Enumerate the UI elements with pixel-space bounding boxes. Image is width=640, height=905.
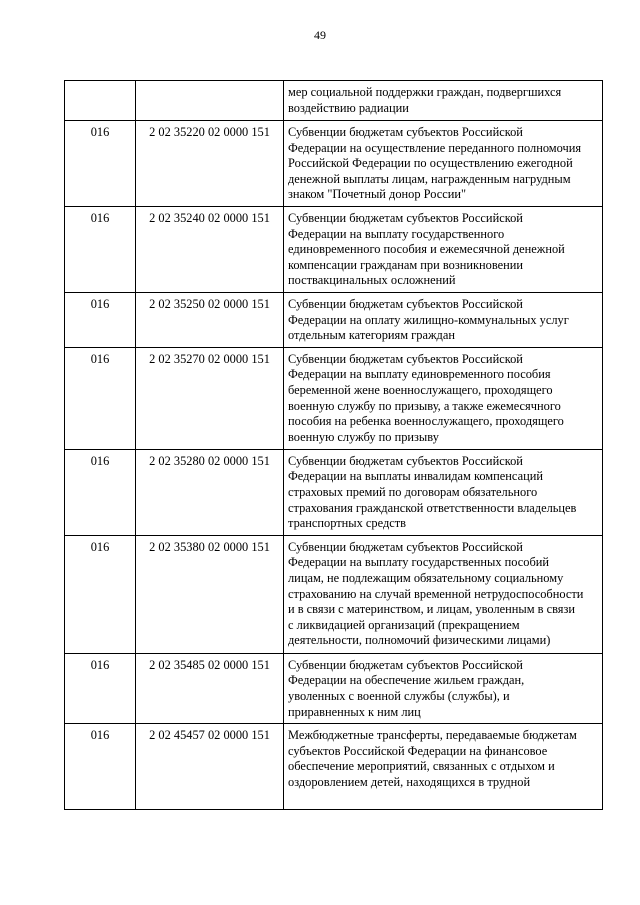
budget-code-cell — [136, 81, 284, 121]
revenue-name-line: военную службу по призыву, а также ежемесячного — [288, 398, 561, 413]
revenue-name-line: Федерации на оплату жилищно-коммунальных услуг — [288, 312, 569, 327]
revenue-name-cell — [284, 653, 603, 723]
revenue-name-line: Федерации на выплаты инвалидам компенсаций — [288, 469, 543, 484]
revenue-name-line: Федерации на выплату государственных пособий — [288, 555, 550, 570]
revenue-name-line: страхованию на случай временной нетрудоспособности — [288, 586, 584, 601]
admin-code-cell: 016 — [65, 535, 136, 653]
budget-code-cell: 2 02 35485 02 0000 151 — [136, 653, 284, 723]
revenue-name-line: компенсации гражданам при возникновении — [288, 257, 523, 272]
admin-code-cell: 016 — [65, 121, 136, 207]
revenue-name-line: пособия на ребенка военнослужащего, проходящего — [288, 414, 564, 429]
revenue-name-line: Субвенции бюджетам субъектов Российской — [288, 351, 523, 366]
admin-code-cell: 016 — [65, 347, 136, 449]
revenue-name-line: денежной выплаты лицам, награжденным нагрудным — [288, 171, 571, 186]
table-row — [65, 724, 603, 810]
revenue-name-line: Федерации на обеспечение жильем граждан, — [288, 673, 525, 688]
revenue-name-line: Субвенции бюджетам субъектов Российской — [288, 657, 523, 672]
budget-code-cell: 2 02 35280 02 0000 151 — [136, 449, 284, 535]
budget-classification-table — [64, 80, 603, 810]
admin-code-cell — [65, 81, 136, 121]
revenue-name-line: Федерации на выплату единовременного пособия — [288, 367, 551, 382]
revenue-name-line: субъектов Российской Федерации на финансовое — [288, 743, 548, 758]
revenue-name-line: Федерации на осуществление переданного полномочия — [288, 140, 582, 155]
revenue-name-line: беременной жене военнослужащего, проходящего — [288, 382, 553, 397]
budget-code-cell: 2 02 35250 02 0000 151 — [136, 293, 284, 348]
budget-code-cell: 2 02 35270 02 0000 151 — [136, 347, 284, 449]
page-number: 49 — [314, 28, 326, 42]
revenue-name-line: Субвенции бюджетам субъектов Российской — [288, 125, 523, 139]
table-row — [65, 81, 603, 121]
revenue-name-line: деятельности, полномочий физическими лицами) — [288, 633, 551, 648]
revenue-name-line: обеспечение мероприятий, связанных с отдыхом и — [288, 759, 555, 774]
table-row — [65, 293, 603, 348]
table-row — [65, 535, 603, 653]
revenue-name-line: приравненных к ним лиц — [288, 704, 421, 719]
revenue-name-line: отдельным категориям граждан — [288, 328, 455, 343]
revenue-name-line: единовременного пособия и ежемесячной денежной — [288, 242, 565, 257]
revenue-name-line: уволенных с военной службы (службы), и — [288, 688, 510, 703]
admin-code-cell: 016 — [65, 449, 136, 535]
revenue-name-cell — [284, 449, 603, 535]
revenue-name-cell — [284, 347, 603, 449]
revenue-name-cell — [284, 81, 603, 121]
admin-code-cell: 016 — [65, 207, 136, 293]
revenue-name-line: лицам, не подлежащим обязательному социальному — [288, 570, 564, 585]
revenue-name-line: с ликвидацией организаций (прекращением — [288, 617, 520, 632]
table-row — [65, 653, 603, 723]
revenue-name-line: Субвенции бюджетам субъектов Российской — [288, 297, 523, 311]
table-row — [65, 449, 603, 535]
revenue-name-line: поствакцинальных осложнений — [288, 273, 456, 288]
admin-code-cell: 016 — [65, 293, 136, 348]
revenue-name-line: Субвенции бюджетам субъектов Российской — [288, 453, 523, 468]
revenue-name-line: мер социальной поддержки граждан, подвергшихся — [288, 85, 562, 99]
budget-code-cell: 2 02 45457 02 0000 151 — [136, 724, 284, 810]
revenue-name-cell — [284, 535, 603, 653]
revenue-name-line: военную службу по призыву — [288, 429, 439, 444]
budget-code-cell: 2 02 35380 02 0000 151 — [136, 535, 284, 653]
revenue-name-line: страхования гражданской ответственности владельцев — [288, 500, 577, 515]
revenue-name-line: Межбюджетные трансферты, передаваемые бюджетам — [288, 728, 577, 743]
revenue-name-cell — [284, 207, 603, 293]
budget-code-cell: 2 02 35240 02 0000 151 — [136, 207, 284, 293]
revenue-name-line: Субвенции бюджетам субъектов Российской — [288, 211, 523, 225]
revenue-name-cell — [284, 121, 603, 207]
revenue-name-line: и в связи с материнством, и лицам, уволенным в связи — [288, 602, 576, 617]
table-row — [65, 121, 603, 207]
revenue-name-line: транспортных средств — [288, 516, 407, 531]
table-row — [65, 207, 603, 293]
revenue-name-cell — [284, 724, 603, 810]
revenue-name-line: Федерации на выплату государственного — [288, 226, 505, 241]
revenue-name-line: страховых премий по договорам обязательного — [288, 484, 538, 499]
revenue-name-line: оздоровлением детей, находящихся в трудной — [288, 774, 531, 789]
revenue-name-cell — [284, 293, 603, 348]
admin-code-cell: 016 — [65, 724, 136, 810]
revenue-name-line: Субвенции бюджетам субъектов Российской — [288, 539, 523, 554]
revenue-name-line: воздействию радиации — [288, 100, 409, 115]
revenue-name-line: Российской Федерации по осуществлению ежегодной — [288, 156, 573, 171]
budget-code-cell: 2 02 35220 02 0000 151 — [136, 121, 284, 207]
revenue-name-line: знаком "Почетный донор России" — [288, 187, 467, 202]
admin-code-cell: 016 — [65, 653, 136, 723]
table-row — [65, 347, 603, 449]
